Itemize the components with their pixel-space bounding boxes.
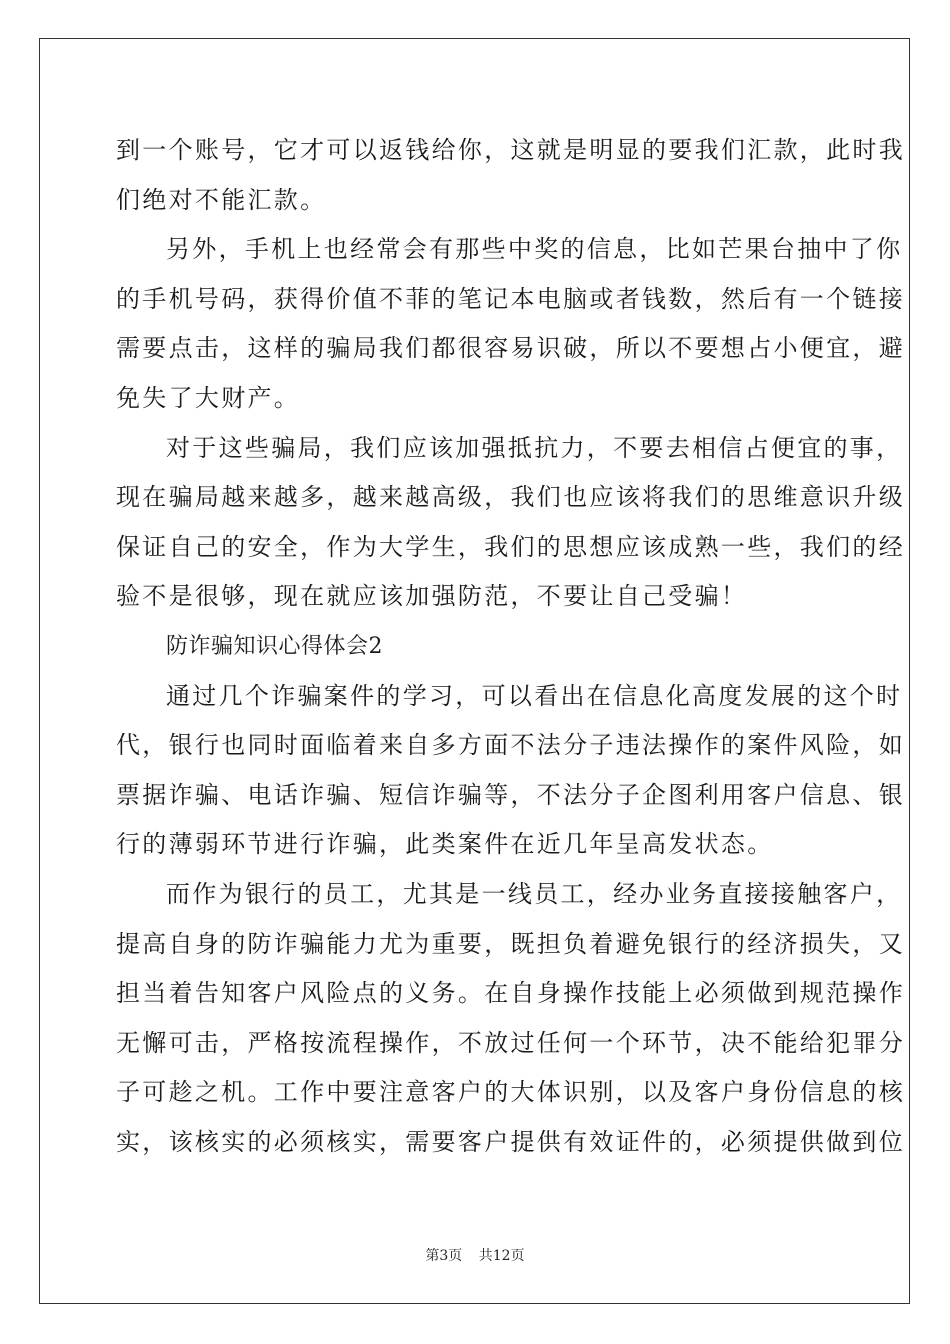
text-line: 到一个账号，它才可以返钱给你，这就是明显的要我们汇款，此时我 [116,136,905,164]
document-body [116,126,905,1167]
text-line: 现在骗局越来越多，越来越高级，我们也应该将我们的思维意识升级 [116,483,905,512]
section-heading: 防诈骗知识心得体会2 [166,633,383,659]
text-line: 提高自身的防诈骗能力尤为重要，既担负着避免银行的经济损失，又 [116,929,905,958]
paragraph-start-line: 另外，手机上也经常会有那些中奖的信息，比如芒果台抽中了你 [166,235,903,264]
text-line: 票据诈骗、电话诈骗、短信诈骗等，不法分子企图利用客户信息、银 [116,780,905,809]
total-pages: 共12页 [478,1248,525,1264]
text-line: 验不是很够，现在就应该加强防范，不要让自己受骗！ [116,582,748,611]
text-line: 的手机号码，获得价值不菲的笔记本电脑或者钱数，然后有一个链接 [116,284,905,313]
paragraph-start-line: 对于这些骗局，我们应该加强抵抗力，不要去相信占便宜的事， [166,433,903,462]
text-line: 子可趁之机。工作中要注意客户的大体识别，以及客户身份信息的核 [116,1078,905,1107]
paragraph-start-line: 通过几个诈骗案件的学习，可以看出在信息化高度发展的这个时 [166,681,903,710]
text-line: 免失了大财产。 [116,383,301,412]
text-line: 们绝对不能汇款。 [116,185,327,214]
text-line: 无懈可击，严格按流程操作，不放过任何一个环节，决不能给犯罪分 [116,1028,905,1057]
page-number: 第3页 [425,1248,463,1264]
text-line: 需要点击，这样的骗局我们都很容易识破，所以不要想占小便宜，避 [116,334,905,363]
text-line: 代，银行也同时面临着来自多方面不法分子违法操作的案件风险，如 [116,731,905,760]
text-line: 实，该核实的必须核实，需要客户提供有效证件的，必须提供做到位 [116,1127,905,1156]
text-line: 行的薄弱环节进行诈骗，此类案件在近几年呈高发状态。 [116,830,774,859]
page-footer [0,1245,950,1265]
paragraph-start-line: 而作为银行的员工，尤其是一线员工，经办业务直接接触客户， [166,879,903,908]
text-line: 保证自己的安全，作为大学生，我们的思想应该成熟一些，我们的经 [116,532,905,561]
text-line: 担当着告知客户风险点的义务。在自身操作技能上必须做到规范操作 [116,979,905,1008]
